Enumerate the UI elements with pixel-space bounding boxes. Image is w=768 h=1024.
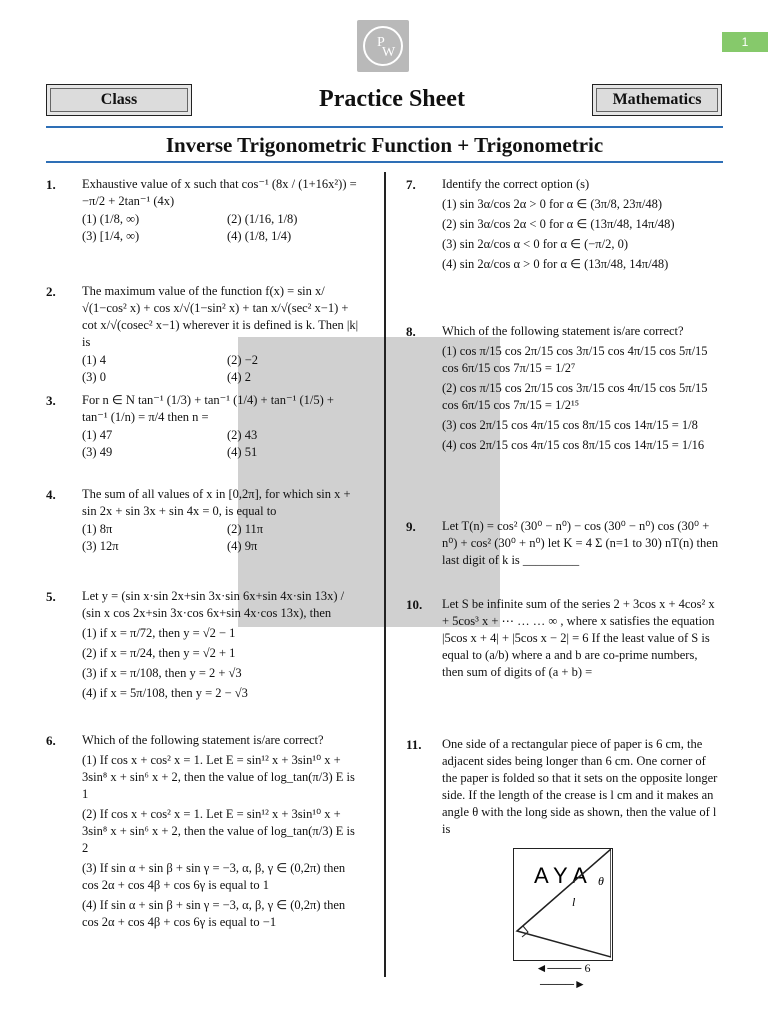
question-text: Let S be infinite sum of the series 2 + 3cos x + 4cos² x + 5cos³ x + ⋯ … … ∞ , where x satisfies the equation |5cos x + 4| + |5cos x − 2| = 6 If the least value of S is equal to (a/b) where a and b are co-prime numbers, then sum of digits of (a + b) = [442, 597, 715, 679]
svg-text:W: W [382, 45, 396, 60]
question-number: 8. [406, 324, 416, 339]
option: (2) (1/16, 1/8) [227, 212, 298, 226]
option: (1) cos π/15 cos 2π/15 cos 3π/15 cos 4π/15 cos 5π/15 cos 6π/15 cos 7π/15 = 1/2⁷ [442, 344, 708, 375]
option: (2) if x = π/24, then y = √2 + 1 [82, 646, 236, 660]
option: (4) cos 2π/15 cos 4π/15 cos 8π/15 cos 14π/15 = 1/16 [442, 438, 705, 452]
right-angle-mark [522, 926, 528, 937]
option: (4) (1/8, 1/4) [227, 229, 292, 243]
option: (2) 43 [227, 428, 258, 442]
header-rule-top [46, 126, 723, 128]
left-arrow-icon: ◄──── [535, 961, 582, 975]
question-text: The maximum value of the function f(x) = sin x/√(1−cos² x) + cos x/√(1−sin² x) + tan x/√(sec² x−1) + cot x/√(cosec² x−1) wherever it is defined is k. Then |k| is [82, 284, 359, 349]
angle-label: θ [598, 874, 604, 888]
option: (2) 11π [227, 522, 264, 536]
option: (4) 9π [227, 539, 258, 553]
option: (2) −2 [227, 353, 258, 367]
svg-text:P: P [377, 35, 385, 50]
question-number: 10. [406, 597, 423, 612]
option: (2) sin 3α/cos 2α < 0 for α ∈ (13π/48, 14π/48) [442, 217, 675, 231]
crease-line [517, 849, 611, 931]
figure-watermark: AYA [534, 863, 593, 888]
question-text: Which of the following statement is/are correct? [442, 324, 684, 338]
option: (4) if x = 5π/108, then y = 2 − √3 [82, 686, 248, 700]
column-divider [384, 172, 386, 977]
option: (1) 8π [82, 522, 113, 536]
class-box [46, 84, 192, 116]
question-number: 6. [46, 733, 56, 748]
option: (3) cos 2π/15 cos 4π/15 cos 8π/15 cos 14π/15 = 1/8 [442, 418, 698, 432]
option: (2) cos π/15 cos 2π/15 cos 3π/15 cos 4π/15 cos 5π/15 cos 6π/15 cos 7π/15 = 1/2¹⁵ [442, 381, 708, 412]
page-number: 1 [722, 32, 768, 52]
crease-label: l [572, 895, 576, 909]
option: (3) 0 [82, 370, 106, 384]
header-rule-bottom [46, 161, 723, 163]
class-label: Class [50, 88, 188, 112]
question-text: Let y = (sin x·sin 2x+sin 3x·sin 6x+sin 4x·sin 13x) / (sin x cos 2x+sin 3x·cos 6x+sin 4x·cos 13x), then [82, 589, 345, 620]
question-number: 11. [406, 737, 422, 752]
question-text: Identify the correct option (s) [442, 177, 590, 191]
fold-figure [513, 848, 613, 961]
width-dimension [513, 960, 613, 992]
option: (3) sin 2α/cos α < 0 for α ∈ (−π/2, 0) [442, 237, 628, 251]
question-number: 1. [46, 177, 56, 192]
option: (1) sin 3α/cos 2α > 0 for α ∈ (3π/8, 23π/48) [442, 197, 662, 211]
option: (1) 47 [82, 428, 113, 442]
option: (3) 49 [82, 445, 113, 459]
logo-badge [357, 20, 409, 72]
question-number: 4. [46, 487, 56, 502]
option: (3) [1/4, ∞) [82, 229, 140, 243]
sheet-subtitle: Inverse Trigonometric Function + Trigonometric [165, 133, 604, 157]
question-number: 5. [46, 589, 56, 604]
option: (1) 4 [82, 353, 106, 367]
page-title: Practice Sheet [319, 86, 465, 112]
option: (4) 2 [227, 370, 251, 384]
option: (3) If sin α + sin β + sin γ = −3, α, β, γ ∈ (0,2π) then cos 2α + cos 4β + cos 6γ is equal to 1 [82, 861, 346, 892]
question-text: One side of a rectangular piece of paper is 6 cm, the adjacent sides being longer than 6 cm. One corner of the paper is folded so that it sets on the opposite longer side. If the length of the crease is l cm and it makes an angle θ with the long side as shown, then the value of l is [442, 737, 718, 836]
option: (4) sin 2α/cos α > 0 for α ∈ (13π/48, 14π/48) [442, 257, 669, 271]
question-number: 7. [406, 177, 416, 192]
subject-box [592, 84, 722, 116]
option: (4) 51 [227, 445, 258, 459]
option: (1) if x = π/72, then y = √2 − 1 [82, 626, 236, 640]
width-label: 6 [584, 961, 591, 975]
subject-label: Mathematics [596, 88, 718, 112]
option: (1) If cos x + cos² x = 1. Let E = sin¹² x + 3sin¹⁰ x + 3sin⁸ x + sin⁶ x + 2, then the value of log_tan(π/3) E is 1 [82, 753, 355, 801]
question-text: For n ∈ N tan⁻¹ (1/3) + tan⁻¹ (1/4) + tan⁻¹ (1/5) + tan⁻¹ (1/n) = π/4 then n = [82, 393, 334, 424]
pw-logo-icon [361, 24, 405, 68]
option: (3) 12π [82, 539, 119, 553]
fold-diagram [514, 849, 611, 959]
question-text: Let T(n) = cos² (30⁰ − n⁰) − cos (30⁰ − n⁰) cos (30⁰ + n⁰) + cos² (30⁰ + n⁰) let K = 4 Σ (n=1 to 30) nT(n) then last digit of k is _________ [442, 519, 719, 567]
question-number: 2. [46, 284, 56, 299]
right-arrow-icon: ────► [540, 977, 586, 992]
option: (3) if x = π/108, then y = 2 + √3 [82, 666, 242, 680]
question-text: The sum of all values of x in [0,2π], for which sin x + sin 2x + sin 3x + sin 4x = 0, is equal to [82, 487, 351, 518]
question-text: Exhaustive value of x such that cos⁻¹ (8x / (1+16x²)) = −π/2 + 2tan⁻¹ (4x) [82, 177, 357, 208]
option: (4) If sin α + sin β + sin γ = −3, α, β, γ ∈ (0,2π) then cos 2α + cos 4β + cos 6γ is equal to −1 [82, 898, 346, 929]
option: (2) If cos x + cos² x = 1. Let E = sin¹² x + 3sin¹⁰ x + 3sin⁸ x + sin⁶ x + 2, then the value of log_tan(π/3) E is 2 [82, 807, 355, 855]
option: (1) (1/8, ∞) [82, 212, 140, 226]
question-number: 3. [46, 393, 56, 408]
question-number: 9. [406, 519, 416, 534]
question-text: Which of the following statement is/are correct? [82, 733, 324, 747]
